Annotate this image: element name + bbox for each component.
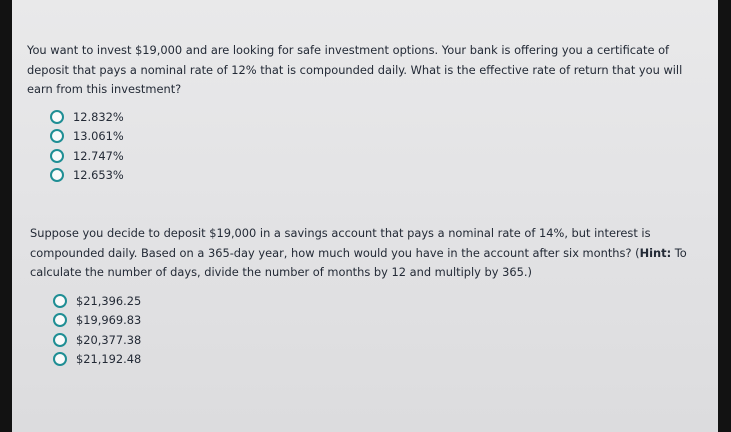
question-1: [27, 41, 697, 100]
question-2-text: [30, 224, 700, 283]
question-1-option-a[interactable]: [50, 107, 124, 127]
radio-button[interactable]: [50, 129, 64, 143]
radio-button[interactable]: [50, 110, 64, 124]
option-label: 13.061%: [73, 129, 124, 144]
question-page: [12, 0, 718, 432]
question-2-option-c[interactable]: [53, 330, 141, 350]
option-label: $21,192.48: [76, 352, 142, 367]
hint-text: To calculate the number of days, divide the number of months by 12 and multiply by 365.): [30, 245, 687, 279]
radio-button[interactable]: [53, 333, 67, 347]
question-2-option-a[interactable]: [53, 291, 141, 311]
hint-label: Hint:: [639, 245, 672, 260]
radio-button[interactable]: [53, 352, 67, 366]
question-1-option-c[interactable]: [50, 146, 124, 166]
radio-button[interactable]: [53, 313, 67, 327]
option-label: 12.653%: [73, 168, 124, 183]
option-label: $21,396.25: [76, 293, 142, 308]
option-label: $19,969.83: [76, 313, 142, 328]
question-2-options: [53, 291, 141, 369]
radio-button[interactable]: [50, 149, 64, 163]
question-1-text: You want to invest $19,000 and are looking for safe investment options. Your bank is offering you a certificate of deposit that pays a nominal rate of 12% that is compounded daily. What is the effective rate of return that you will earn from this investment?: [27, 43, 683, 96]
option-label: 12.832%: [73, 109, 124, 124]
question-2: [30, 224, 700, 283]
radio-button[interactable]: [53, 294, 67, 308]
radio-button[interactable]: [50, 168, 64, 182]
question-2-body: Suppose you decide to deposit $19,000 in a savings account that pays a nominal rate of 14%, but interest is compounded daily. Based on a 365-day year, how much would you have in the account after six months? (: [30, 226, 651, 260]
question-1-option-b[interactable]: [50, 127, 124, 147]
question-1-options: [50, 107, 124, 185]
question-1-option-d[interactable]: [50, 166, 124, 186]
option-label: 12.747%: [73, 148, 124, 163]
question-2-option-b[interactable]: [53, 311, 141, 331]
option-label: $20,377.38: [76, 332, 142, 347]
question-2-option-d[interactable]: [53, 350, 141, 370]
